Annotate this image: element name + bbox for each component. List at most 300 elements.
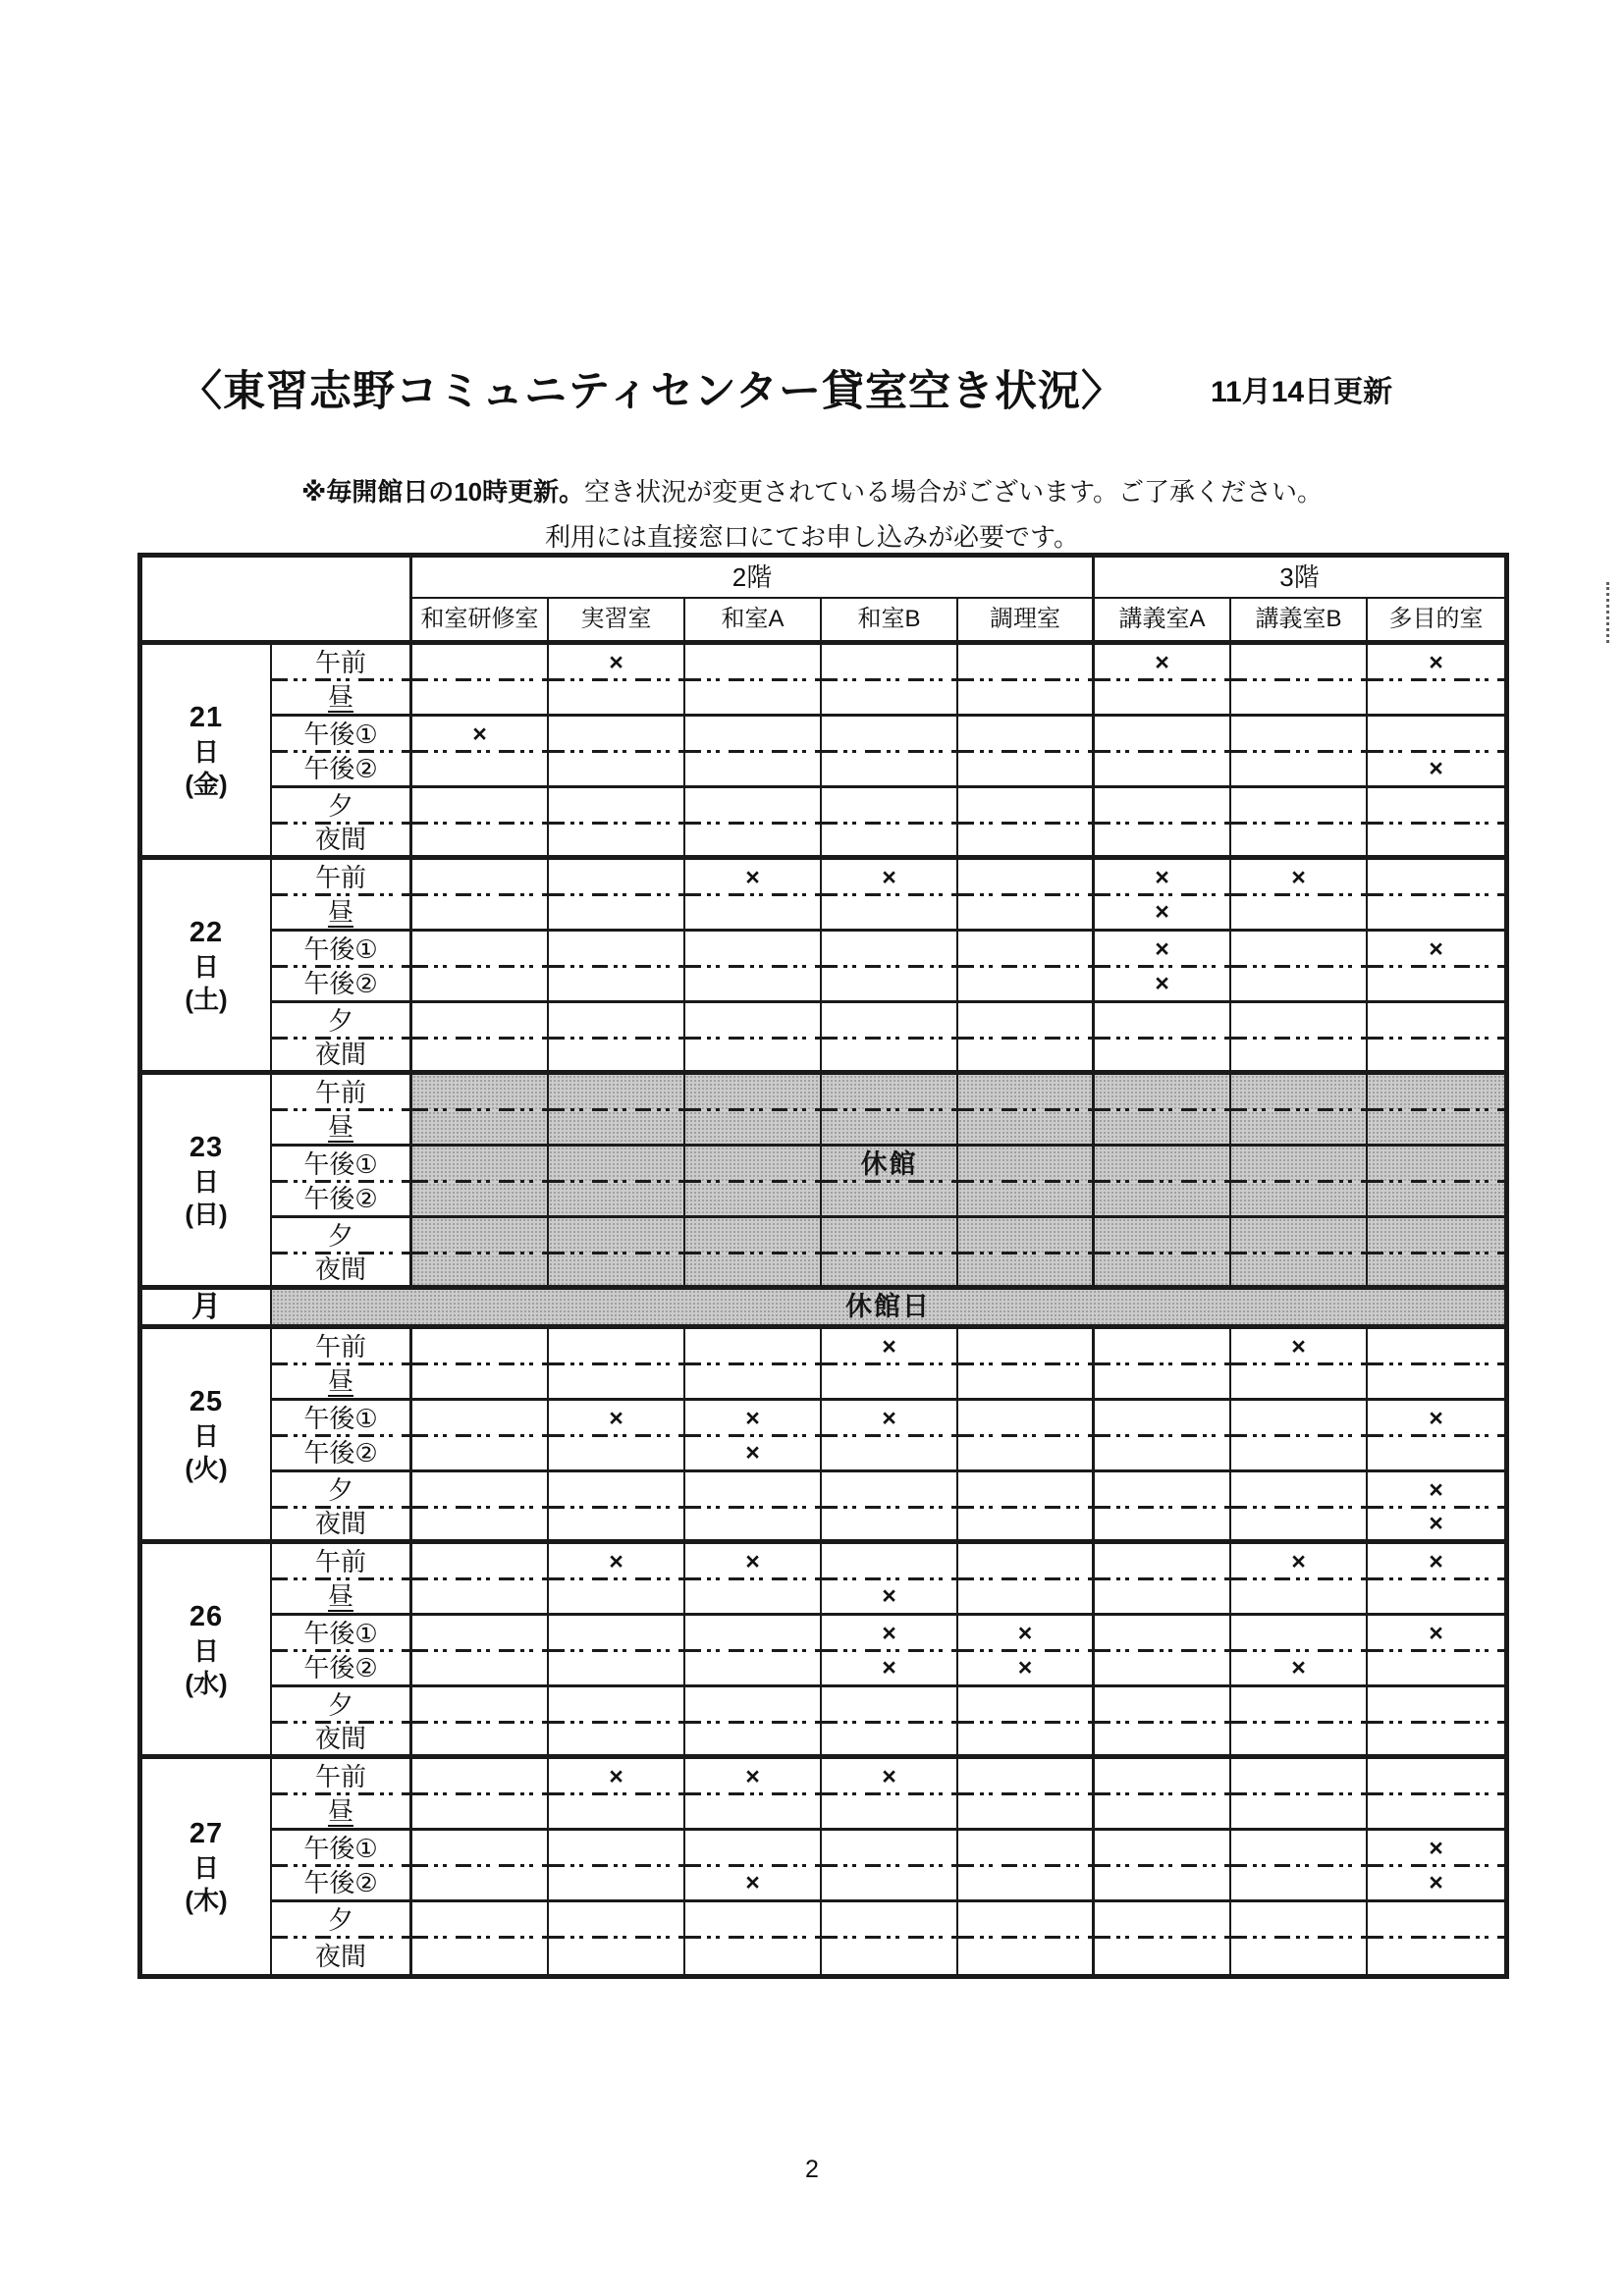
title-row	[180, 367, 1392, 415]
time-slot-label: 午後②	[272, 1652, 412, 1688]
availability-cell	[1231, 1509, 1368, 1545]
availability-cell	[685, 896, 822, 933]
closed-label: 休館	[822, 1147, 958, 1183]
availability-cell	[412, 1111, 549, 1148]
time-slot-label: 午前	[272, 645, 412, 681]
availability-cell	[958, 1544, 1095, 1580]
booked-mark: ×	[412, 717, 549, 753]
booked-mark: ×	[1368, 1544, 1504, 1580]
date-cell-line: 27	[189, 1818, 224, 1849]
availability-cell	[1231, 788, 1368, 825]
date-cell-line: 日	[192, 1166, 219, 1197]
availability-cell	[1231, 1111, 1368, 1148]
availability-cell	[685, 1365, 822, 1402]
booked-mark: ×	[685, 1544, 822, 1580]
time-slot-label: 夕	[272, 1218, 412, 1255]
time-slot-label: 午後②	[272, 753, 412, 789]
availability-cell	[412, 1687, 549, 1724]
date-cell-line: (日)	[185, 1199, 228, 1229]
corner-cell	[142, 558, 412, 645]
availability-cell	[549, 1687, 685, 1724]
booked-mark: ×	[1368, 645, 1504, 681]
availability-cell	[412, 681, 549, 718]
availability-cell	[1095, 1075, 1231, 1111]
availability-cell	[1095, 1509, 1231, 1545]
availability-cell	[549, 896, 685, 933]
availability-cell	[685, 1652, 822, 1688]
availability-cell	[822, 1255, 958, 1291]
date-cell-line: 23	[189, 1131, 224, 1163]
availability-cell	[412, 1218, 549, 1255]
availability-cell	[1368, 1939, 1504, 1975]
time-slot-label: 午後①	[272, 1401, 412, 1437]
date-cell-line: 日	[192, 1853, 219, 1883]
availability-cell	[1368, 1580, 1504, 1617]
room-header: 講義室A	[1095, 599, 1231, 645]
date-cell	[142, 1759, 272, 1974]
availability-cell	[1368, 1075, 1504, 1111]
availability-cell	[1095, 1003, 1231, 1040]
date-cell-line: 22	[189, 916, 224, 948]
availability-cell	[412, 1075, 549, 1111]
booked-mark: ×	[1368, 1867, 1504, 1903]
time-slot-label: 夜間	[272, 1255, 412, 1291]
availability-cell	[549, 1075, 685, 1111]
availability-cell	[1368, 1365, 1504, 1402]
availability-cell	[685, 1795, 822, 1832]
availability-cell	[685, 968, 822, 1004]
time-slot-label: 午前	[272, 1544, 412, 1580]
booked-mark: ×	[822, 860, 958, 896]
availability-cell	[412, 1437, 549, 1473]
availability-cell	[1095, 1724, 1231, 1760]
availability-cell	[1368, 1329, 1504, 1365]
room-header: 調理室	[958, 599, 1095, 645]
availability-cell	[822, 1183, 958, 1219]
time-slot-label: 夕	[272, 1003, 412, 1040]
date-cell	[142, 645, 272, 860]
availability-cell	[1095, 1437, 1231, 1473]
availability-cell	[412, 1401, 549, 1437]
time-slot-label: 午前	[272, 1075, 412, 1111]
date-cell-line: 日	[192, 951, 219, 982]
availability-cell	[685, 1183, 822, 1219]
availability-cell	[1231, 1365, 1368, 1402]
booked-mark: ×	[822, 1401, 958, 1437]
availability-cell	[822, 1218, 958, 1255]
booked-mark: ×	[958, 1616, 1095, 1652]
time-slot-label: 午後①	[272, 1147, 412, 1183]
date-cell-line: (土)	[185, 984, 228, 1014]
availability-cell	[685, 1939, 822, 1975]
availability-cell	[685, 1329, 822, 1365]
booked-mark: ×	[1095, 968, 1231, 1004]
availability-cell	[822, 645, 958, 681]
time-slot-label: 午前	[272, 860, 412, 896]
availability-cell	[1368, 825, 1504, 861]
time-slot-label: 午後①	[272, 1616, 412, 1652]
availability-cell	[549, 1472, 685, 1509]
availability-cell	[958, 1003, 1095, 1040]
availability-cell	[822, 1075, 958, 1111]
availability-cell	[549, 932, 685, 968]
availability-cell	[685, 753, 822, 789]
availability-cell	[822, 1795, 958, 1832]
availability-cell	[958, 968, 1095, 1004]
date-cell-monday: 月	[142, 1290, 272, 1329]
availability-cell	[958, 717, 1095, 753]
availability-cell	[685, 825, 822, 861]
booked-mark: ×	[1368, 1472, 1504, 1509]
date-cell-line: 日	[192, 1420, 219, 1451]
date-cell-line: 26	[189, 1600, 224, 1632]
availability-cell	[1231, 753, 1368, 789]
availability-cell	[1368, 1111, 1504, 1148]
availability-cell	[549, 825, 685, 861]
page-number: 2	[805, 2156, 819, 2183]
availability-cell	[958, 1724, 1095, 1760]
availability-cell	[958, 1687, 1095, 1724]
availability-cell	[685, 1075, 822, 1111]
availability-cell	[1095, 1218, 1231, 1255]
availability-cell	[1095, 788, 1231, 825]
closed-day-banner: 休館日	[272, 1290, 1504, 1329]
availability-cell	[958, 645, 1095, 681]
time-slot-label: 午後①	[272, 1831, 412, 1867]
time-slot-label: 午後②	[272, 1867, 412, 1903]
availability-cell	[822, 1437, 958, 1473]
availability-cell	[685, 1509, 822, 1545]
availability-cell	[958, 1437, 1095, 1473]
booked-mark: ×	[1231, 1329, 1368, 1365]
availability-cell	[1368, 1218, 1504, 1255]
availability-cell	[549, 1111, 685, 1148]
availability-cell	[549, 753, 685, 789]
booked-mark: ×	[1368, 1509, 1504, 1545]
availability-cell	[685, 645, 822, 681]
availability-cell	[412, 1544, 549, 1580]
availability-cell	[958, 1183, 1095, 1219]
availability-cell	[685, 932, 822, 968]
time-slot-label: 午後①	[272, 717, 412, 753]
availability-cell	[1095, 1255, 1231, 1291]
availability-cell	[822, 681, 958, 718]
booked-mark: ×	[1368, 753, 1504, 789]
availability-cell	[1231, 1437, 1368, 1473]
availability-cell	[1368, 788, 1504, 825]
note-line-1-rest: 空き状況が変更されている場合がございます。ご了承ください。	[584, 477, 1324, 507]
availability-cell	[822, 1472, 958, 1509]
availability-cell	[549, 1183, 685, 1219]
availability-cell	[1095, 1040, 1231, 1076]
booked-mark: ×	[1095, 932, 1231, 968]
time-slot-label: 昼	[272, 1111, 412, 1148]
availability-cell	[822, 1687, 958, 1724]
availability-cell	[412, 1509, 549, 1545]
availability-cell	[822, 825, 958, 861]
availability-cell	[1095, 1687, 1231, 1724]
time-slot-label: 夜間	[272, 825, 412, 861]
availability-cell	[1231, 1183, 1368, 1219]
booked-mark: ×	[1368, 1831, 1504, 1867]
availability-cell	[412, 860, 549, 896]
availability-cell	[1368, 1437, 1504, 1473]
date-cell-line: (火)	[185, 1453, 228, 1483]
booked-mark: ×	[822, 1652, 958, 1688]
availability-cell	[1231, 968, 1368, 1004]
room-header: 和室B	[822, 599, 958, 645]
booked-mark: ×	[685, 1401, 822, 1437]
availability-cell	[1095, 1580, 1231, 1617]
date-cell-line: 日	[192, 736, 219, 767]
time-slot-label: 夜間	[272, 1509, 412, 1545]
availability-cell	[1368, 968, 1504, 1004]
availability-cell	[412, 1724, 549, 1760]
time-slot-label: 午後②	[272, 1437, 412, 1473]
availability-cell	[1231, 1255, 1368, 1291]
availability-cell	[685, 1040, 822, 1076]
time-slot-label: 夕	[272, 1472, 412, 1509]
availability-cell	[958, 825, 1095, 861]
availability-cell	[1368, 717, 1504, 753]
availability-cell	[412, 1831, 549, 1867]
availability-cell	[1368, 860, 1504, 896]
availability-cell	[822, 1365, 958, 1402]
availability-cell	[549, 1616, 685, 1652]
date-cell	[142, 1544, 272, 1759]
availability-cell	[549, 788, 685, 825]
booked-mark: ×	[1231, 1544, 1368, 1580]
time-slot-label: 昼	[272, 1580, 412, 1617]
availability-cell	[958, 1255, 1095, 1291]
availability-cell	[1095, 1183, 1231, 1219]
availability-cell	[822, 896, 958, 933]
availability-cell	[1095, 1365, 1231, 1402]
availability-cell	[1231, 645, 1368, 681]
date-cell-line: (木)	[185, 1886, 228, 1915]
booked-mark: ×	[822, 1329, 958, 1365]
booked-mark: ×	[685, 860, 822, 896]
availability-cell	[1368, 896, 1504, 933]
booked-mark: ×	[1368, 932, 1504, 968]
availability-cell	[822, 1544, 958, 1580]
availability-cell	[685, 1003, 822, 1040]
booked-mark: ×	[549, 1759, 685, 1795]
availability-cell	[958, 1218, 1095, 1255]
availability-cell	[412, 645, 549, 681]
availability-cell	[549, 1329, 685, 1365]
availability-cell	[685, 1472, 822, 1509]
availability-cell	[549, 1902, 685, 1939]
availability-cell	[958, 1939, 1095, 1975]
availability-cell	[412, 1759, 549, 1795]
booked-mark: ×	[685, 1867, 822, 1903]
availability-cell	[1231, 1902, 1368, 1939]
availability-cell	[822, 1509, 958, 1545]
availability-cell	[1095, 1759, 1231, 1795]
availability-cell	[1095, 1652, 1231, 1688]
availability-cell	[412, 1147, 549, 1183]
availability-cell	[958, 932, 1095, 968]
availability-cell	[1231, 932, 1368, 968]
availability-cell	[1368, 1795, 1504, 1832]
availability-cell	[549, 1724, 685, 1760]
availability-cell	[822, 1939, 958, 1975]
availability-cell	[685, 1724, 822, 1760]
availability-cell	[549, 1867, 685, 1903]
availability-cell	[1231, 717, 1368, 753]
availability-table	[137, 553, 1509, 1979]
availability-cell	[822, 753, 958, 789]
availability-cell	[412, 968, 549, 1004]
availability-cell	[685, 1111, 822, 1148]
booked-mark: ×	[1368, 1401, 1504, 1437]
time-slot-label: 午後①	[272, 932, 412, 968]
booked-mark: ×	[1231, 860, 1368, 896]
availability-cell	[958, 788, 1095, 825]
date-cell	[142, 1329, 272, 1544]
time-slot-label: 午前	[272, 1759, 412, 1795]
date-cell	[142, 860, 272, 1075]
availability-cell	[1231, 1795, 1368, 1832]
availability-cell	[958, 1795, 1095, 1832]
availability-cell	[958, 1867, 1095, 1903]
availability-cell	[1231, 1867, 1368, 1903]
time-slot-label: 昼	[272, 1365, 412, 1402]
date-cell-line: 21	[189, 701, 224, 733]
availability-cell	[549, 1509, 685, 1545]
availability-cell	[1368, 1040, 1504, 1076]
availability-cell	[1095, 1902, 1231, 1939]
availability-cell	[1368, 1255, 1504, 1291]
time-slot-label: 昼	[272, 681, 412, 718]
availability-cell	[1231, 896, 1368, 933]
availability-cell	[412, 1580, 549, 1617]
availability-cell	[685, 1580, 822, 1617]
booked-mark: ×	[685, 1759, 822, 1795]
availability-cell	[1368, 1147, 1504, 1183]
availability-cell	[549, 860, 685, 896]
booked-mark: ×	[549, 645, 685, 681]
availability-cell	[1095, 681, 1231, 718]
time-slot-label: 昼	[272, 1795, 412, 1832]
availability-cell	[412, 1616, 549, 1652]
availability-cell	[1368, 1687, 1504, 1724]
booked-mark: ×	[1368, 1616, 1504, 1652]
time-slot-label: 夜間	[272, 1040, 412, 1076]
availability-cell	[549, 717, 685, 753]
booked-mark: ×	[1095, 860, 1231, 896]
time-slot-label: 午後②	[272, 968, 412, 1004]
room-header: 講義室B	[1231, 599, 1368, 645]
availability-cell	[412, 932, 549, 968]
availability-cell	[412, 1939, 549, 1975]
update-date: 11月14日更新	[1210, 376, 1393, 408]
date-cell	[142, 1075, 272, 1290]
availability-cell	[822, 968, 958, 1004]
availability-cell	[1368, 681, 1504, 718]
room-header: 和室研修室	[412, 599, 549, 645]
availability-cell	[958, 1075, 1095, 1111]
availability-cell	[1231, 1218, 1368, 1255]
availability-cell	[958, 1040, 1095, 1076]
time-slot-label: 夜間	[272, 1724, 412, 1760]
note-line-2: 利用には直接窓口にてお申し込みが必要です。	[545, 522, 1079, 552]
availability-cell	[958, 1580, 1095, 1617]
availability-cell	[1368, 1183, 1504, 1219]
availability-cell	[549, 1218, 685, 1255]
availability-cell	[1095, 1616, 1231, 1652]
availability-cell	[412, 1795, 549, 1832]
availability-cell	[1231, 1580, 1368, 1617]
availability-cell	[958, 1831, 1095, 1867]
availability-cell	[958, 1902, 1095, 1939]
availability-cell	[1231, 1401, 1368, 1437]
availability-cell	[412, 1255, 549, 1291]
availability-cell	[822, 1902, 958, 1939]
time-slot-label: 夕	[272, 788, 412, 825]
availability-cell	[685, 1902, 822, 1939]
availability-cell	[958, 1759, 1095, 1795]
date-cell-line: 25	[189, 1385, 224, 1417]
availability-cell	[412, 1003, 549, 1040]
availability-cell	[958, 1509, 1095, 1545]
room-header: 実習室	[549, 599, 685, 645]
booked-mark: ×	[1095, 896, 1231, 933]
availability-cell	[1095, 753, 1231, 789]
booked-mark: ×	[549, 1401, 685, 1437]
availability-cell	[1231, 681, 1368, 718]
booked-mark: ×	[822, 1616, 958, 1652]
availability-cell	[412, 825, 549, 861]
floor-header: 2階	[412, 558, 1095, 599]
availability-cell	[549, 1255, 685, 1291]
availability-cell	[958, 681, 1095, 718]
availability-cell	[549, 1795, 685, 1832]
availability-cell	[549, 1939, 685, 1975]
availability-cell	[685, 1831, 822, 1867]
availability-cell	[1095, 1329, 1231, 1365]
availability-cell	[822, 932, 958, 968]
availability-cell	[1231, 1759, 1368, 1795]
time-slot-label: 午後②	[272, 1183, 412, 1219]
availability-cell	[1095, 1939, 1231, 1975]
availability-cell	[1095, 1795, 1231, 1832]
availability-cell	[549, 1147, 685, 1183]
date-cell-line: 日	[192, 1635, 219, 1666]
availability-cell	[958, 1111, 1095, 1148]
availability-cell	[1095, 1147, 1231, 1183]
availability-cell	[549, 1040, 685, 1076]
availability-cell	[958, 1147, 1095, 1183]
booked-mark: ×	[822, 1580, 958, 1617]
availability-cell	[1095, 1831, 1231, 1867]
availability-cell	[1368, 1759, 1504, 1795]
booked-mark: ×	[822, 1759, 958, 1795]
availability-cell	[549, 1365, 685, 1402]
availability-cell	[958, 1365, 1095, 1402]
availability-cell	[958, 1472, 1095, 1509]
availability-cell	[549, 1652, 685, 1688]
availability-cell	[549, 968, 685, 1004]
time-slot-label: 夜間	[272, 1939, 412, 1975]
availability-cell	[1231, 1472, 1368, 1509]
note-line-1	[0, 472, 1624, 508]
availability-cell	[1231, 1040, 1368, 1076]
availability-cell	[412, 788, 549, 825]
time-slot-label: 夕	[272, 1902, 412, 1939]
availability-cell	[822, 717, 958, 753]
